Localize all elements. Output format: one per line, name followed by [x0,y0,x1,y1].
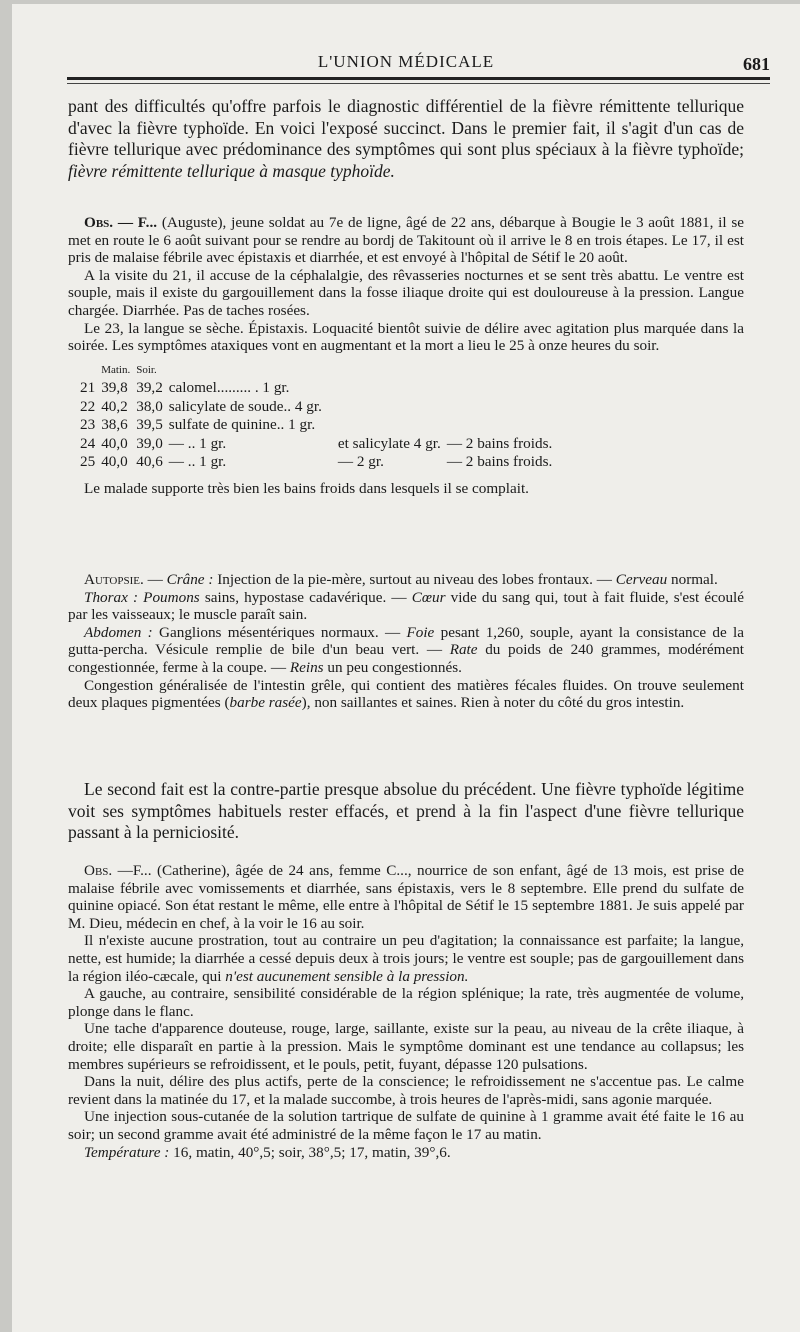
header-rule-thin [67,83,770,84]
table-cell: 24 [80,434,96,452]
table-cell: salicylate de soude.. 4 gr. [168,397,322,415]
table-cell: 39,0 [136,434,163,452]
table-row [80,416,558,435]
table-cell: — 2 gr. [337,453,384,471]
table-cell: 40,6 [136,453,163,471]
table-cell: 38,6 [101,416,128,434]
table-cell: — 2 bains froids. [446,434,553,452]
table-header-cell: Matin. [101,363,131,376]
second-case-intro: Le second fait est la contre-partie presque absolue du précédent. Une fièvre typhoïde légitime voit ses symptômes habituels rester effacés, et prend à la fin l'aspect d'une fièvre tellurique passant à la perniciosité. [68,779,744,842]
page-number: 681 [743,54,770,74]
autopsy-intestine: Congestion généralisée de l'intestin grêle, qui contient des matières fécales fluides. On trouve seulement deux plaques pigmentées (barbe rasée), non saillantes et saines. Rien à noter du côté du gros intestin. [68,676,744,712]
table-cell: — .. 1 gr. [168,434,227,452]
table-header-cell [328,361,447,380]
observation-1 [68,214,744,497]
temperature-table [80,361,744,472]
table-cell [447,416,558,435]
table-cell: — .. 1 gr. [168,453,227,471]
autopsy-section [68,571,744,712]
table-row [80,435,558,454]
running-header [12,48,800,76]
table-cell: sulfate de quinine.. 1 gr. [168,416,316,434]
table-cell: calomel......... . 1 gr. [168,379,290,397]
obs2-para-6: Une injection sous-cutanée de la solution tartrique de sulfate de quinine à 1 gramme avait été faite le 16 au soir; un second gramme avait été administré de la même façon le 17 au matin. [68,1108,744,1143]
table-cell: 23 [80,416,96,434]
table-header-cell [447,361,558,380]
table-cell: et salicylate 4 gr. [337,434,441,452]
table-row [80,453,558,472]
obs2-para-4: Une tache d'apparence douteuse, rouge, large, saillante, existe sur la peau, au niveau de la crête iliaque, à droite; elle disparaît en partie à la pression. Mais le symptôme dominant est une tendance au collapsus; les membres supérieurs se refroidissent, et le pouls, petit, fuyant, dépasse 120 pulsations. [68,1020,744,1073]
obs2-para-2: Il n'existe aucune prostration, tout au contraire un peu d'agitation; la connaissance est parfaite; la langue, nette, est humide; la diarrhée a cessé depuis deux à trois jours; le ventre est souple; pas de gargouillement dans la région iléo-cæcale, qui n'est aucunement sensible à la pression. [68,932,744,985]
obs2-para-5: Dans la nuit, délire des plus actifs, perte de la conscience; le refroidissement ne s'accentue pas. Le calme revient dans la matinée du 17, et la malade succombe, à trois heures de l'après-midi, sans agonie marquée. [68,1073,744,1108]
table-cell: 25 [80,453,96,471]
autopsy-abdomen: Abdomen : Ganglions mésentériques normaux. — Foie pesant 1,260, souple, ayant la consistance de la gutta-percha. Vésicule remplie de bile d'un beau vert. — Rate du poids de 240 grammes, modérément congestionnée, ferme à la coupe. — Reins un peu congestionnés. [68,623,745,676]
table-cell: — 2 bains froids. [446,453,553,471]
header-rule [67,77,770,80]
table-cell: 21 [80,379,96,397]
document-page [12,4,800,1332]
table-row [80,379,558,398]
intro-paragraph: pant des difficultés qu'offre parfois le diagnostic différentiel de la fièvre rémittente tellurique d'avec la fièvre typhoïde. En voici l'exposé succinct. Dans le premier fait, il s'agit d'un cas de fièvre tellurique avec prédominance des symptômes qui sont plus spéciaux à la fièvre typhoïde; fièvre rémittente tellurique à masque typhoïde. [68,96,744,181]
table-header-cell: Soir. [136,363,157,376]
obs1-para-4: Le malade supporte très bien les bains froids dans lesquels il se complait. [84,479,529,497]
table-cell: 39,8 [101,379,128,397]
table-header-cell [169,361,328,380]
table-cell: 40,2 [101,397,128,415]
obs2-para-7: Température : 16, matin, 40°,5; soir, 38°,5; 17, matin, 39°,6. [84,1143,451,1161]
observation-2 [68,862,744,1161]
table-cell: 40,0 [101,434,128,452]
table-cell: 38,0 [136,397,163,415]
table-cell [328,416,447,435]
table-cell: 39,5 [136,416,163,434]
table-cell [447,379,558,398]
obs1-para-3: Le 23, la langue se sèche. Épistaxis. Loquacité bientôt suivie de délire avec agitation plus marquée dans la soirée. Les symptômes ataxiques vont en augmentant et la mort a lieu le 25 à onze heures du soir. [68,319,744,355]
table-cell: 22 [80,397,96,415]
table-cell: 40,0 [101,453,128,471]
table-row [80,398,558,417]
table-header-cell [80,361,101,380]
table-cell: 39,2 [136,379,163,397]
journal-title: L'UNION MÉDICALE [317,52,495,71]
autopsy-crane: Autopsie. — Crâne : Injection de la pie-mère, surtout au niveau des lobes frontaux. — Cerveau normal. [84,571,718,588]
autopsy-thorax: Thorax : Poumons sains, hypostase cadavérique. — Cœur vide du sang qui, tout à fait fluide, s'est écoulé par les vaisseaux; le muscle paraît sain. [68,588,745,624]
table-cell [328,379,447,398]
table-cell [447,398,558,417]
obs2-para-3: A gauche, au contraire, sensibilité considérable de la région splénique; la rate, très augmentée de volume, plonge dans le flanc. [68,985,744,1020]
obs2-para-1: Obs. —F... (Catherine), âgée de 24 ans, femme C..., nourrice de son enfant, âgé de 13 mois, est prise de malaise fébrile avec vomissements et diarrhée, sans épistaxis, vers le 8 septembre. Elle prend du sulfate de quinine opiacé. Son état restant le même, elle entre à l'hôpital de Sétif le 15 septembre 1881. Je suis appelé par M. Dieu, médecin en chef, à la voir le 16 au soir. [68,862,745,932]
table-cell [328,398,447,417]
obs1-para-1: Obs. — F... (Auguste), jeune soldat au 7e de ligne, âgé de 22 ans, débarque à Bougie le 3 août 1881, il se met en route le 6 août suivant pour se rendre au bordj de Takitount où il arrive le 8 en trois étapes. Le 17, il est pris de malaise fébrile avec épistaxis et diarrhée, et est envoyé à l'hôpital de Sétif le 20 août. [68,214,744,267]
obs1-para-2: A la visite du 21, il accuse de la céphalalgie, des rêvasseries nocturnes et se sent très abattu. Le ventre est souple, mais il existe du gargouillement dans la fosse iliaque droite qui est douloureuse à la pression. Langue chargée. Diarrhée. Pas de taches rosées. [68,266,744,319]
